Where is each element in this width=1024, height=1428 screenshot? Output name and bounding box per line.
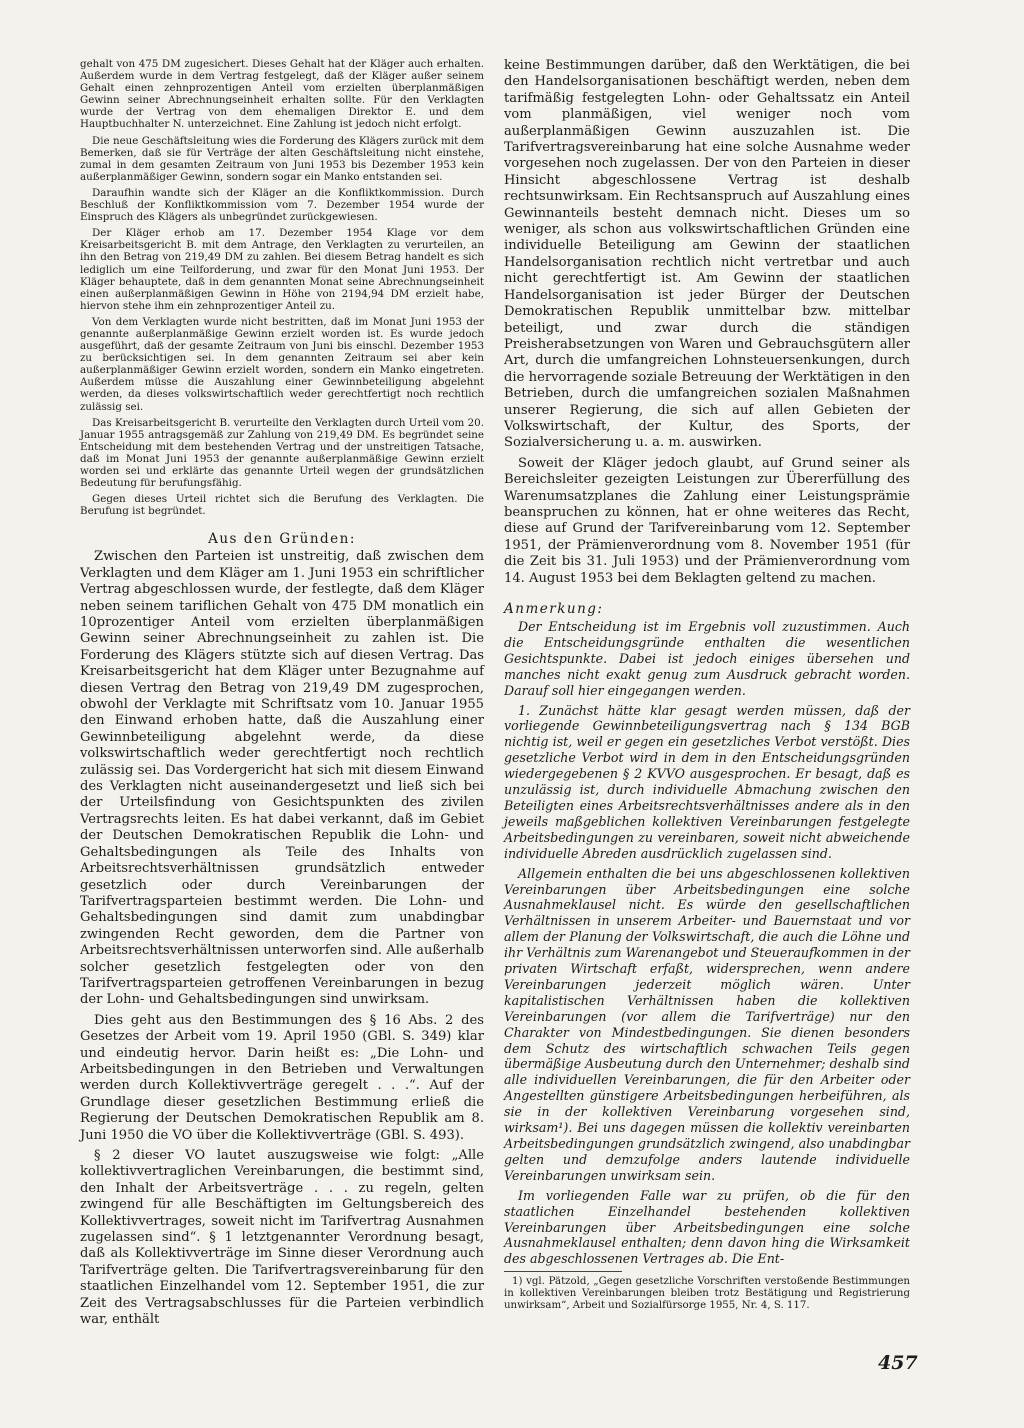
annotation-heading: Anmerkung: xyxy=(504,601,604,617)
case-facts xyxy=(80,58,484,517)
body-paragraph: § 2 dieser VO lautet auszugsweise wie folgt: „Alle kollektivvertraglichen Vereinbarungen, die bestimmt sind, den Inhalt der Arbeitsverträge . . . zu regeln, gelten zwingend für alle Beschäftigten im Geltungsbereich des Kollektivvertrages, soweit nicht im Tarifvertrag Ausnahmen zugelassen sind“. § 1 letztgenannter Verordnung besagt, daß als Kollektivverträge im Sinne dieser Verordnung auch Tarifverträge gelten. Die Tarifvertragsvereinbarung für den staatlichen Einzelhandel vom 12. September 1951, die zur Zeit des Vertragsabschlusses für die Parteien verbindlich war, enthält xyxy=(80,1148,484,1328)
facts-paragraph: gehalt von 475 DM zugesichert. Dieses Gehalt hat der Kläger auch erhalten. Außerdem wurde in dem Vertrag festgelegt, daß der Kläger außer seinem Gehalt einen zehnprozentigen Anteil vom erzielten überplanmäßigen Gewinn seiner Abrechnungseinheit erhalten sollte. Für den Verklagten wurde der Vertrag von dem ehemaligen Direktor E. und dem Hauptbuchhalter N. unterzeichnet. Eine Zahlung ist jedoch nicht erfolgt. xyxy=(80,58,484,131)
body-paragraph: keine Bestimmungen darüber, daß den Werktätigen, die bei den Handelsorganisationen beschäftigt werden, neben dem tarifmäßig festgelegten Lohn- oder Gehaltssatz ein Anteil vom planmäßigen, viel weniger noch vom außerplanmäßigen Gewinn auszuzahlen ist. Die Tarifvertragsvereinbarung hat eine solche Ausnahme weder vorgesehen noch zugelassen. Der von den Parteien in dieser Hinsicht abgeschlossene Vertrag ist deshalb rechtsunwirksam. Ein Rechtsanspruch auf Auszahlung eines Gewinnanteils besteht demnach nicht. Dieses um so weniger, als schon aus volkswirtschaftlichen Gründen eine individuelle Beteiligung am Gewinn der staatlichen Handelsorganisation rechtlich nicht vertretbar und auch nicht gerechtfertigt ist. Am Gewinn der staatlichen Handelsorganisation ist jeder Bürger der Deutschen Demokratischen Republik unmittelbar bzw. mittelbar beteiligt, und zwar durch die ständigen Preisherabsetzungen von Waren und Gebrauchsgütern aller Art, durch die umfangreichen Lohnsteuersenkungen, durch die hervorragende soziale Betreuung der Werktätigen in den Betrieben, durch die umfangreichen sozialen Maßnahmen unserer Regierung, die sich auf allen Gebieten der Volkswirtschaft, der Kultur, des Sports, der Sozialversicherung u. a. m. auswirken. xyxy=(504,58,910,451)
annotation-paragraph: Der Entscheidung ist im Ergebnis voll zuzustimmen. Auch die Entscheidungsgründe enthalten die wesentlichen Gesichtspunkte. Dabei ist jedoch einiges übersehen und manches nicht exakt genug zum Ausdruck gebracht worden. Darauf soll hier eingegangen werden. xyxy=(504,619,910,698)
footnote-text: 1) vgl. Pätzold, „Gegen gesetzliche Vorschriften verstoßende Bestimmungen in kollektiven Vereinbarungen bleiben trotz Bestätigung und Registrierung unwirksam“, Arbeit und Sozialfürsorge 1955, Nr. 4, S. 117. xyxy=(504,1276,910,1312)
annotation-paragraph: Im vorliegenden Falle war zu prüfen, ob die für den staatlichen Einzelhandel bestehenden kollektiven Vereinbarungen über Arbeitsbedingungen eine solche Ausnahmeklausel enthalten; denn davon hing die Wirksamkeit des abgeschlossenen Vertrages ab. Die Ent- xyxy=(504,1187,910,1267)
facts-paragraph: Daraufhin wandte sich der Kläger an die Konfliktkommission. Durch Beschluß der Konfliktkommission vom 7. Dezember 1954 wurde der Einspruch des Klägers als unbegründet zurückgewiesen. xyxy=(80,186,484,224)
facts-paragraph: Der Kläger erhob am 17. Dezember 1954 Klage vor dem Kreisarbeitsgericht B. mit dem Antrage, den Verklagten zu verurteilen, an ihn den Betrag von 219,49 DM zu zahlen. Bei diesem Betrag handelt es sich lediglich um eine Teilforderung, und zwar für den Monat Juni 1953. Der Kläger behauptete, daß in dem genannten Monat seine Abrechnungseinheit einen außerplanmäßigen Gewinn in Höhe von 2194,94 DM erzielt habe, hiervon stehe ihm ein zehnprozentiger Anteil zu. xyxy=(80,227,484,312)
facts-paragraph: Das Kreisarbeitsgericht B. verurteilte den Verklagten durch Urteil vom 20. Januar 1955 antragsgemäß zur Zahlung von 219,49 DM. Es begründet seine Entscheidung mit dem bestehenden Vertrag und der unstreitigen Tatsache, daß im Monat Juni 1953 der genannte außerplanmäßige Gewinn erzielt worden sei und erklärte das genannte Urteil wegen der grundsätzlichen Bedeutung für berufungsfähig. xyxy=(80,416,484,490)
body-paragraph: Dies geht aus den Bestimmungen des § 16 Abs. 2 des Gesetzes der Arbeit vom 19. April 1950 (GBl. S. 349) klar und eindeutig hervor. Darin heißt es: „Die Lohn- und Arbeitsbedingungen in den Betrieben und Verwaltungen werden durch Kollektivverträge geregelt . . .“. Auf der Grundlage dieser gesetzlichen Bestimmung erließ die Regierung der Deutschen Demokratischen Republik am 8. Juni 1950 die VO über die Kollektivverträge (GBl. S. 493). xyxy=(80,1012,484,1143)
right-column xyxy=(504,58,910,1312)
facts-paragraph: Die neue Geschäftsleitung wies die Forderung des Klägers zurück mit dem Bemerken, daß sie für Verträge der alten Geschäftsleitung nicht einstehe, zumal in dem gesamten Zeitraum von Juni 1953 bis Dezember 1953 kein außerplanmäßiger Gewinn, sondern sogar ein Manko entstanden sei. xyxy=(80,134,484,183)
section-heading: Aus den Gründen: xyxy=(208,531,356,548)
footnote xyxy=(504,1276,910,1312)
left-column xyxy=(80,58,484,1332)
reasons-continued xyxy=(504,58,910,587)
reasons-body xyxy=(80,549,484,1328)
facts-paragraph: Gegen dieses Urteil richtet sich die Berufung des Verklagten. Die Berufung ist begründet. xyxy=(80,493,484,518)
footnote-divider xyxy=(504,1271,622,1272)
body-paragraph: Zwischen den Parteien ist unstreitig, daß zwischen dem Verklagten und dem Kläger am 1. Juni 1953 ein schriftlicher Vertrag abgeschlossen wurde, der festlegte, daß dem Kläger neben seinem tariflichen Gehalt von 475 DM monatlich ein 10prozentiger Anteil vom erzielten überplanmäßigen Gewinn seiner Abrechnungseinheit zu zahlen ist. Die Forderung des Klägers stützte sich auf diesen Vertrag. Das Kreisarbeitsgericht hat dem Kläger unter Bezugnahme auf diesen Vertrag den Betrag von 219,49 DM zugesprochen, obwohl der Verklagte mit Schriftsatz vom 10. Januar 1955 den Einwand erhoben hatte, daß die Auszahlung einer Gewinnbeteiligung abgelehnt werde, da diese volkswirtschaftlich weder gerechtfertigt noch rechtlich zulässig sei. Das Vordergericht hat sich mit diesem Einwand des Verklagten nicht auseinandergesetzt und ließ sich bei der Urteilsfindung von Gesichtspunkten des zivilen Vertragsrechts leiten. Es hat dabei verkannt, daß im Gebiet der Deutschen Demokratischen Republik die Lohn- und Gehaltsbedingungen als Teile des Inhalts von Arbeitsrechtsverhältnissen grundsätzlich entweder gesetzlich oder durch Vereinbarungen der Tarifvertragsparteien bestimmt werden. Die Lohn- und Gehaltsbedingungen sind damit zum unabdingbar zwingenden Recht geworden, dem die Partner von Arbeitsrechtsverhältnissen unterworfen sind. Alle außerhalb solcher gesetzlich festgelegten oder von den Tarifvertragsparteien getroffenen Vereinbarungen in bezug der Lohn- und Gehaltsbedingungen sind unwirksam. xyxy=(80,549,484,1008)
annotation-body xyxy=(504,619,910,1267)
annotation-paragraph: 1. Zunächst hätte klar gesagt werden müssen, daß der vorliegende Gewinnbeteiligungsvertrag nach § 134 BGB nichtig ist, weil er gegen ein gesetzliches Verbot verstößt. Dies gesetzliche Verbot wird in dem in den Entscheidungsgründen wiedergegebenen § 2 KVVO ausgesprochen. Er besagt, daß es unzulässig ist, durch individuelle Abmachung zwischen den Beteiligten eines Arbeitsrechtsverhältnisses andere als in den jeweils maßgeblichen kollektiven Vereinbarungen festgelegte Arbeitsbedingungen zu vereinbaren, soweit nicht abweichende individuelle Abreden ausdrücklich zugelassen sind. xyxy=(504,702,910,861)
page-number: 457 xyxy=(878,1352,918,1374)
body-paragraph: Soweit der Kläger jedoch glaubt, auf Grund seiner als Bereichsleiter gezeigten Leistungen zur Übererfüllung des Warenumsatzplanes die Zahlung einer Leistungsprämie beanspruchen zu können, hat er ohne weiteres das Recht, diese auf Grund der Tarifvereinbarung vom 12. September 1951, der Prämienverordnung vom 8. November 1951 (für die Zeit bis 31. Juli 1953) und der Prämienverordnung vom 14. August 1953 bei dem Beklagten geltend zu machen. xyxy=(504,455,910,586)
facts-paragraph: Von dem Verklagten wurde nicht bestritten, daß im Monat Juni 1953 der genannte außerplanmäßige Gewinn erzielt worden ist. Es wurde jedoch ausgeführt, daß der gesamte Zeitraum von Juni bis einschl. Dezember 1953 zu berücksichtigen sei. In dem genannten Zeitraum sei aber kein außerplanmäßiger Gewinn erzielt worden, sondern ein Manko eingetreten. Außerdem müsse die Auszahlung einer Gewinnbeteiligung abgelehnt werden, da dieses volkswirtschaftlich weder gerechtfertigt noch rechtlich zulässig sei. xyxy=(80,315,484,413)
annotation-paragraph: Allgemein enthalten die bei uns abgeschlossenen kollektiven Vereinbarungen über Arbeitsbedingungen eine solche Ausnahmeklausel nicht. Es würde den gesellschaftlichen Verhältnissen in unserem Arbeiter- und Bauernstaat und vor allem der Planung der Volkswirtschaft, die auch die Löhne und ihr Verhältnis zum Warenangebot und Steueraufkommen in der privaten Wirtschaft erfaßt, widersprechen, wenn andere Vereinbarungen jederzeit möglich wären. Unter kapitalistischen Verhältnissen haben die kollektiven Vereinbarungen (vor allem die Tarifverträge) nur den Charakter von Mindestbedingungen. Sie dienen besonders dem Schutz des wirtschaftlich schwachen Teils gegen übermäßige Ausbeutung durch den Unternehmer; deshalb sind alle individuellen Vereinbarungen, die für den Arbeiter oder Angestellten günstigere Arbeitsbedingungen herbeiführen, als sie in der kollektiven Vereinbarung vorgesehen sind, wirksam¹). Bei uns dagegen müssen die kollektiv vereinbarten Arbeitsbedingungen grundsätzlich zwingend, also unabdingbar gelten und demzufolge anders lautende individuelle Vereinbarungen unwirksam sein. xyxy=(504,865,910,1183)
